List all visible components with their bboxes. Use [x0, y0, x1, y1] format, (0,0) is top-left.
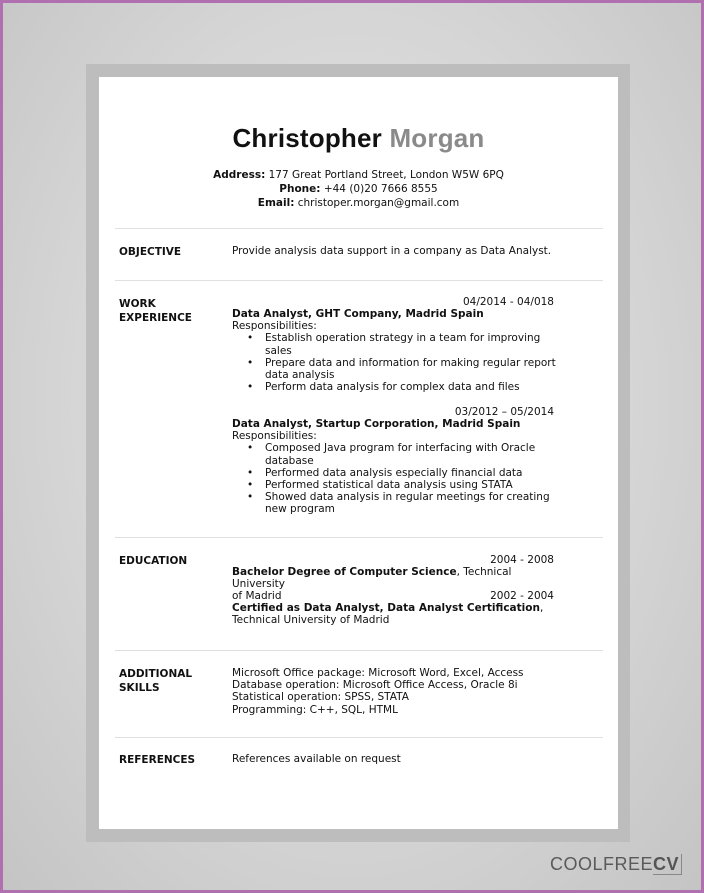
- email-label: Email:: [257, 197, 295, 209]
- first-name: Christopher: [232, 123, 382, 153]
- work-label-line2: EXPERIENCE: [119, 312, 192, 324]
- email-line: [99, 196, 618, 210]
- school-name-cont: of Madrid: [232, 590, 282, 603]
- phone-line: [99, 182, 618, 196]
- list-item: • Perform data analysis for complex data and files: [265, 381, 562, 393]
- references-text: References available on request: [232, 753, 401, 765]
- address-label: Address:: [213, 169, 266, 181]
- work-label-line1: WORK: [119, 298, 156, 310]
- objective-label: OBJECTIVE: [119, 246, 182, 258]
- list-item: • Performed data analysis especially financial data: [265, 467, 562, 479]
- degree-title: Bachelor Degree of Computer Science: [232, 566, 457, 578]
- list-item: • Performed statistical data analysis using STATA: [265, 479, 562, 491]
- candidate-name: [99, 123, 618, 154]
- last-name: Morgan: [389, 123, 485, 153]
- phone-label: Phone:: [279, 183, 321, 195]
- education-entry: [232, 602, 562, 626]
- education-label: EDUCATION: [119, 555, 188, 567]
- skills-label-line1: ADDITIONAL: [119, 668, 193, 680]
- education-date: 2002 - 2004: [490, 590, 554, 602]
- resume-page: [99, 77, 618, 829]
- work-experience-label: [119, 297, 219, 325]
- degree-title: Certified as Data Analyst, Data Analyst Certification: [232, 602, 540, 614]
- skill-line: Programming: C++, SQL, HTML: [232, 703, 398, 716]
- brand-prefix: COOLFREE: [549, 854, 653, 874]
- responsibilities-label: Responsibilities:: [232, 430, 317, 443]
- job-entry: [232, 308, 562, 393]
- school-name-cont: Technical University of Madrid: [232, 614, 390, 627]
- skills-label-line2: SKILLS: [119, 682, 160, 694]
- skill-line: Database operation: Microsoft Office Access, Oracle 8i: [232, 679, 518, 692]
- divider: [115, 650, 603, 651]
- responsibilities-list: [232, 442, 562, 515]
- school-name: , Technical University: [232, 566, 512, 591]
- skill-line: Statistical operation: SPSS, STATA: [232, 691, 409, 704]
- address-value: 177 Great Portland Street, London W5W 6PQ: [268, 169, 504, 181]
- address-line: [99, 168, 618, 182]
- brand-suffix: CV: [653, 854, 682, 875]
- phone-value: +44 (0)20 7666 8555: [323, 183, 438, 195]
- responsibilities-list: [232, 332, 562, 393]
- divider: [115, 737, 603, 738]
- divider: [115, 228, 603, 229]
- job-title: Data Analyst, GHT Company, Madrid Spain: [232, 308, 484, 320]
- email-value: christoper.morgan@gmail.com: [297, 197, 460, 209]
- education-date: 2004 - 2008: [490, 554, 554, 566]
- list-item: • Showed data analysis in regular meetings for creating new program: [265, 491, 562, 515]
- references-label: REFERENCES: [119, 754, 196, 766]
- job-date: 04/2014 - 04/018: [462, 296, 554, 308]
- job-entry: [232, 418, 562, 516]
- skills-list: [232, 667, 562, 716]
- list-item: • Establish operation strategy in a team for improving sales: [265, 332, 562, 356]
- skills-label: [119, 667, 219, 695]
- responsibilities-label: Responsibilities:: [232, 320, 317, 333]
- divider: [115, 537, 603, 538]
- skill-line: Microsoft Office package: Microsoft Word, Excel, Access: [232, 667, 524, 679]
- job-date: 03/2012 – 05/2014: [454, 406, 554, 418]
- list-item: • Composed Java program for interfacing with Oracle database: [265, 442, 562, 466]
- job-title: Data Analyst, Startup Corporation, Madrid Spain: [232, 418, 521, 430]
- brand-logo: [550, 854, 682, 875]
- divider: [115, 280, 603, 281]
- school-name: ,: [539, 602, 544, 614]
- list-item: • Prepare data and information for making regular report data analysis: [265, 357, 562, 381]
- objective-text: Provide analysis data support in a company as Data Analyst.: [232, 245, 552, 257]
